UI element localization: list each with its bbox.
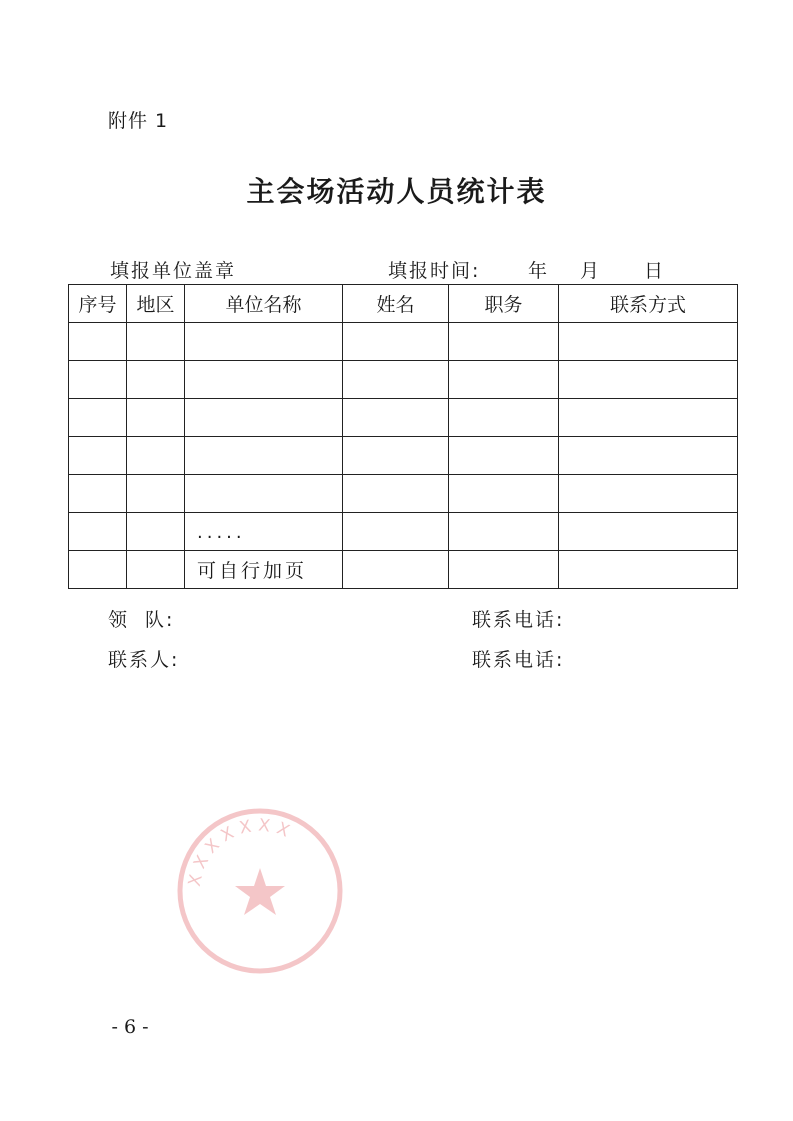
table-cell[interactable] xyxy=(69,323,127,361)
table-cell[interactable] xyxy=(127,475,185,513)
official-seal-icon xyxy=(175,806,345,976)
fill-time-label: 填报时间: xyxy=(388,260,481,282)
contact-person-label: 联系人: xyxy=(108,649,180,671)
leader-phone-label: 联系电话: xyxy=(472,609,565,631)
table-cell[interactable] xyxy=(449,323,559,361)
table-cell[interactable] xyxy=(449,513,559,551)
table-row xyxy=(69,361,738,399)
table-cell[interactable] xyxy=(449,475,559,513)
table-cell[interactable] xyxy=(449,399,559,437)
table-cell[interactable] xyxy=(185,399,343,437)
table-cell[interactable] xyxy=(343,361,449,399)
table-cell[interactable] xyxy=(343,323,449,361)
table-cell[interactable] xyxy=(69,361,127,399)
table-cell[interactable] xyxy=(559,475,738,513)
seal-text: XXXXXXX xyxy=(184,815,298,889)
table-cell[interactable] xyxy=(559,323,738,361)
table-row xyxy=(69,475,738,513)
table-cell[interactable] xyxy=(559,399,738,437)
header-position: 职务 xyxy=(449,285,559,323)
header-index: 序号 xyxy=(69,285,127,323)
table-cell[interactable] xyxy=(559,437,738,475)
table-cell[interactable] xyxy=(127,437,185,475)
table-cell[interactable] xyxy=(343,475,449,513)
table-row xyxy=(69,513,738,551)
header-region: 地区 xyxy=(127,285,185,323)
table-cell[interactable] xyxy=(127,551,185,589)
contact-phone-label: 联系电话: xyxy=(472,649,565,671)
table-cell[interactable] xyxy=(449,551,559,589)
table-cell[interactable] xyxy=(127,323,185,361)
page-title: 主会场活动人员统计表 xyxy=(246,175,547,208)
header-unit-name: 单位名称 xyxy=(185,285,343,323)
table-cell[interactable] xyxy=(559,551,738,589)
table-cell[interactable] xyxy=(185,323,343,361)
table-row xyxy=(69,323,738,361)
table-cell[interactable] xyxy=(343,437,449,475)
leader-label xyxy=(108,605,174,632)
personnel-table xyxy=(68,284,738,589)
table-header-row xyxy=(69,285,738,323)
table-cell[interactable] xyxy=(185,437,343,475)
table-cell[interactable] xyxy=(69,475,127,513)
table-cell[interactable] xyxy=(185,475,343,513)
table-cell[interactable] xyxy=(69,551,127,589)
table-cell[interactable] xyxy=(127,513,185,551)
leader-label-a: 领 xyxy=(108,609,146,631)
leader-label-b: 队: xyxy=(145,609,175,631)
table-row xyxy=(69,437,738,475)
table-cell[interactable] xyxy=(69,513,127,551)
day-label: 日 xyxy=(644,260,664,282)
month-label: 月 xyxy=(580,260,600,282)
table-cell[interactable] xyxy=(127,361,185,399)
table-cell[interactable] xyxy=(343,399,449,437)
attachment-label: 附件 1 xyxy=(108,110,169,132)
ellipsis-cell[interactable] xyxy=(185,513,343,551)
unit-stamp-label: 填报单位盖章 xyxy=(110,260,237,282)
table-cell[interactable] xyxy=(69,437,127,475)
table-row xyxy=(69,551,738,589)
header-name: 姓名 xyxy=(343,285,449,323)
svg-text:XXXXXXX xyxy=(185,815,298,888)
table-cell[interactable] xyxy=(343,513,449,551)
table-cell[interactable] xyxy=(69,399,127,437)
table-cell[interactable] xyxy=(185,361,343,399)
year-label: 年 xyxy=(528,260,548,282)
page-number: - 6 - xyxy=(111,1016,149,1038)
table-cell[interactable] xyxy=(127,399,185,437)
add-page-note: 可自行加页 xyxy=(185,551,343,589)
ellipsis-text: ..... xyxy=(197,521,246,543)
table-row xyxy=(69,399,738,437)
table-cell[interactable] xyxy=(343,551,449,589)
table-cell[interactable] xyxy=(449,361,559,399)
header-contact: 联系方式 xyxy=(559,285,738,323)
table-cell[interactable] xyxy=(559,361,738,399)
table-cell[interactable] xyxy=(559,513,738,551)
table-cell[interactable] xyxy=(449,437,559,475)
